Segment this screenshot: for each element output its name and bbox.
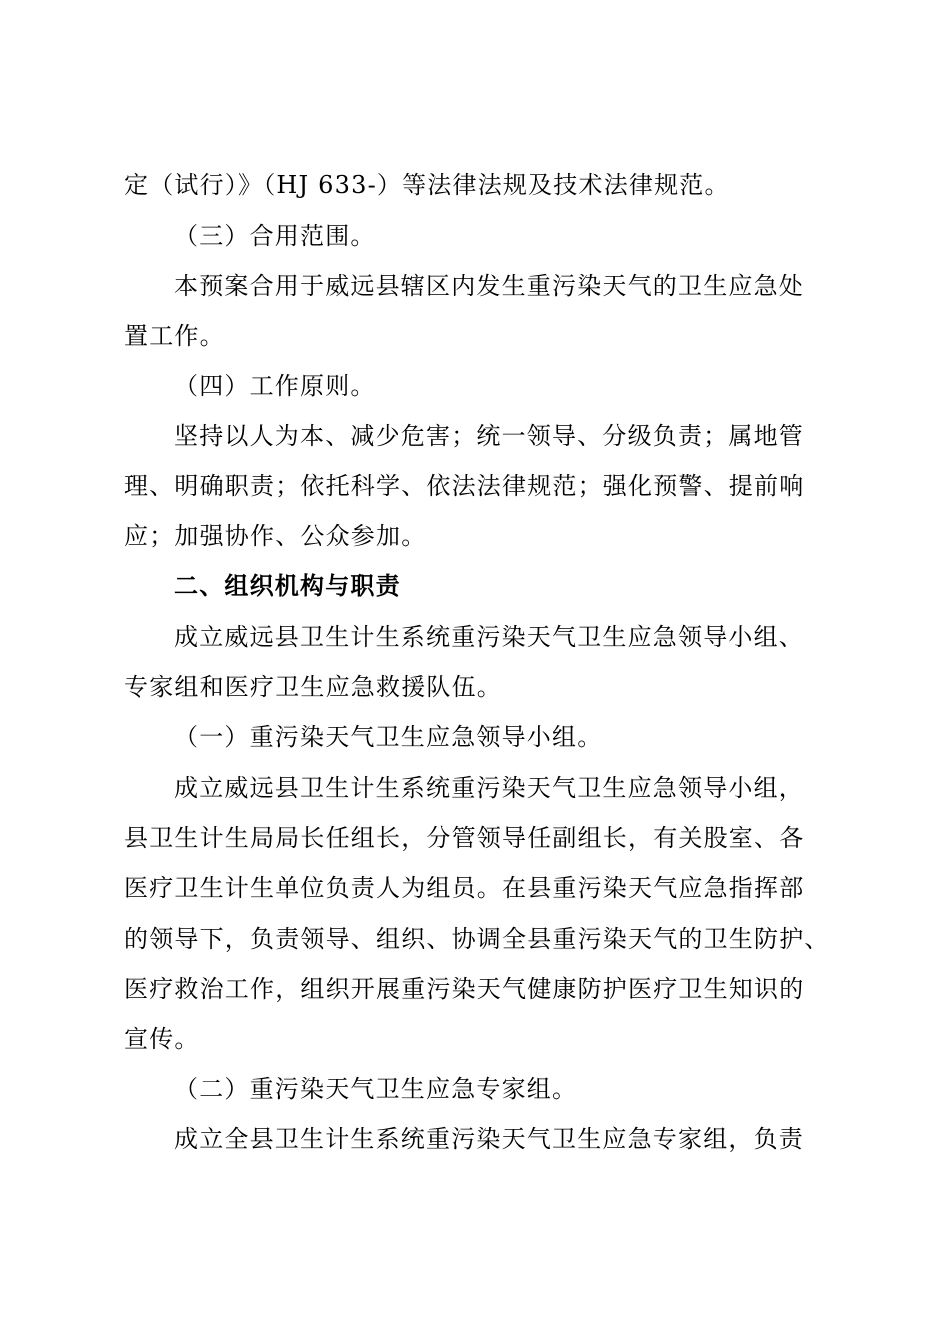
paragraph-line: 县卫生计生局局长任组长，分管领导任副组长，有关股室、各 [124,824,805,852]
section-heading: （四）工作原则。 [174,372,376,400]
paragraph-line: 医疗卫生计生单位负责人为组员。在县重污染天气应急指挥部 [124,874,805,902]
paragraph-line: 医疗救治工作，组织开展重污染天气健康防护医疗卫生知识的 [124,975,805,1003]
section-heading: （一）重污染天气卫生应急领导小组。 [174,723,603,751]
paragraph-line: 专家组和医疗卫生应急救援队伍。 [124,673,502,701]
paragraph-line: 成立威远县卫生计生系统重污染天气卫生应急领导小组、 [174,623,804,651]
section-heading: （二）重污染天气卫生应急专家组。 [174,1075,578,1103]
section-heading: （三）合用范围。 [174,222,376,250]
paragraph-line: 成立全县卫生计生系统重污染天气卫生应急专家组，负责 [174,1125,804,1153]
paragraph-line: 宣传。 [124,1025,200,1053]
paragraph-line: 成立威远县卫生计生系统重污染天气卫生应急领导小组， [174,774,804,802]
paragraph-line: 本预案合用于威远县辖区内发生重污染天气的卫生应急处 [174,272,804,300]
paragraph-line: 应；加强协作、公众参加。 [124,522,427,550]
paragraph-line: 理、明确职责；依托科学、依法法律规范；强化预警、提前响 [124,472,805,500]
paragraph-line: 定（试行）》（HJ 633-）等法律法规及技术法律规范。 [124,171,730,199]
paragraph-line: 置工作。 [124,322,225,350]
paragraph-line: 的领导下，负责领导、组织、协调全县重污染天气的卫生防护、 [124,925,830,953]
chapter-heading: 二、组织机构与职责 [174,571,401,600]
paragraph-line: 坚持以人为本、减少危害；统一领导、分级负责；属地管 [174,422,804,450]
